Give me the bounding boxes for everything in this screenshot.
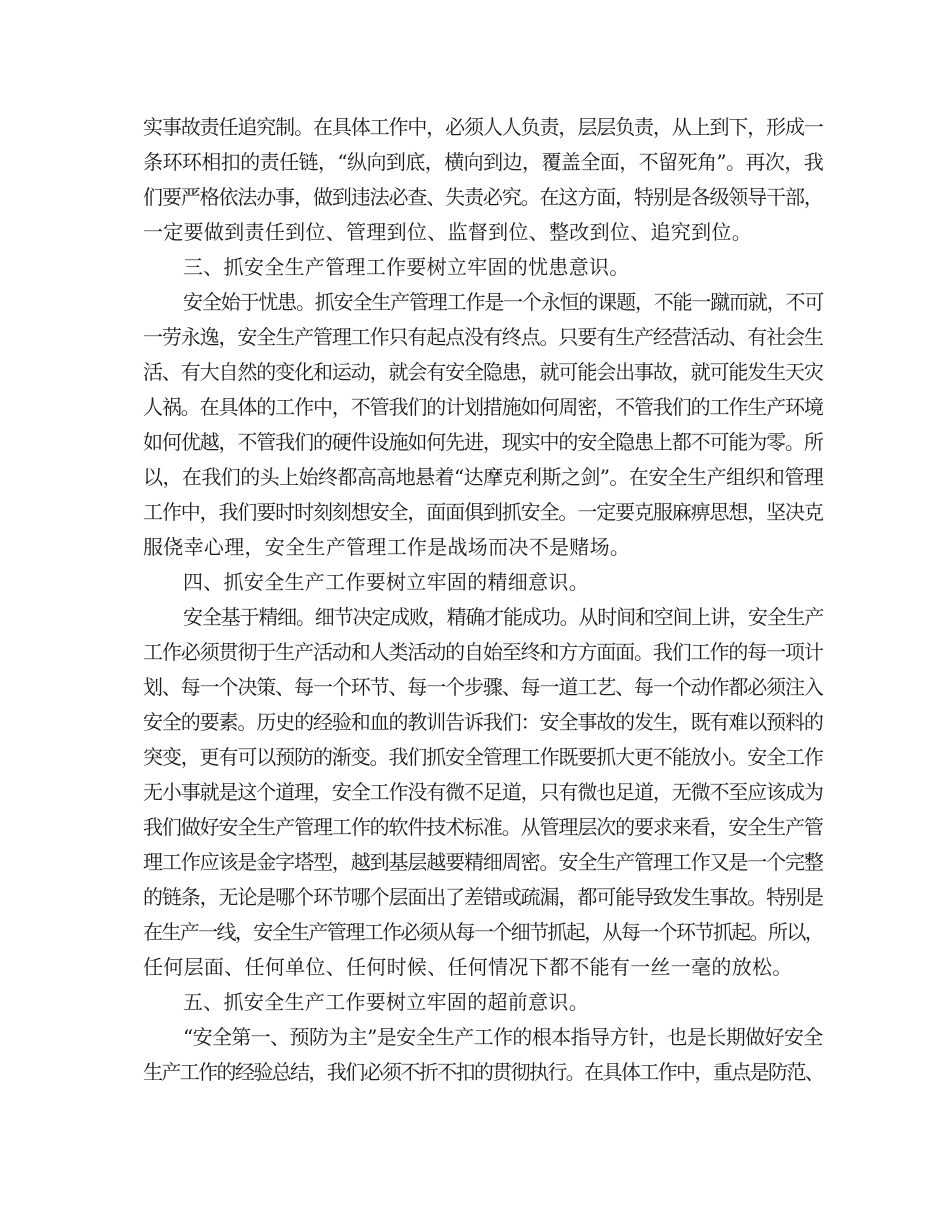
text-line: 划、每一个决策、每一个环节、每一个步骤、每一道工艺、每一个动作都必须注入 — [143, 675, 823, 699]
text-line: 活、有大自然的变化和运动，就会有安全隐患，就可能会出事故，就可能发生天灾 — [143, 360, 823, 384]
text-line: 生产工作的经验总结，我们必须不折不扣的贯彻执行。在具体工作中，重点是防范、 — [143, 1060, 824, 1084]
text-line: 们要严格依法办事，做到违法必查、失责必究。在这方面，特别是各级领导干部， — [143, 185, 823, 209]
document-page — [143, 110, 823, 1090]
text-line: 五、抓安全生产工作要树立牢固的超前意识。 — [183, 990, 589, 1014]
text-line: 三、抓安全生产管理工作要树立牢固的忧患意识。 — [183, 255, 630, 279]
text-line: 理工作应该是金字塔型，越到基层越要精细周密。安全生产管理工作又是一个完整 — [143, 850, 823, 874]
text-line: 如何优越，不管我们的硬件设施如何先进，现实中的安全隐患上都不可能为零。所 — [143, 430, 823, 454]
text-line: 服侥幸心理，安全生产管理工作是战场而决不是赌场。 — [143, 535, 631, 559]
text-line: 工作必须贯彻于生产活动和人类活动的自始至终和方方面面。我们工作的每一项计 — [143, 640, 823, 664]
text-line: 安全的要素。历史的经验和血的教训告诉我们：安全事故的发生，既有难以预料的 — [143, 710, 823, 734]
text-line: 安全始于忧患。抓安全生产管理工作是一个永恒的课题，不能一蹴而就，不可 — [183, 290, 824, 314]
text-line: 条环环相扣的责任链，“纵向到底，横向到边，覆盖全面，不留死角”。再次，我 — [143, 150, 824, 174]
text-line: 人祸。在具体的工作中，不管我们的计划措施如何周密，不管我们的工作生产环境 — [143, 395, 823, 419]
text-line: 四、抓安全生产工作要树立牢固的精细意识。 — [183, 570, 589, 594]
text-line: 在生产一线，安全生产管理工作必须从每一个细节抓起，从每一个环节抓起。所以， — [143, 920, 824, 944]
text-line: 无小事就是这个道理，安全工作没有微不足道，只有微也足道，无微不至应该成为 — [143, 780, 823, 804]
text-line: 以，在我们的头上始终都高高地悬着“达摩克利斯之剑”。在安全生产组织和管理 — [143, 465, 824, 489]
text-line: 突变，更有可以预防的渐变。我们抓安全管理工作既要抓大更不能放小。安全工作 — [143, 745, 823, 769]
text-line: “安全第一、预防为主”是安全生产工作的根本指导方针，也是长期做好安全 — [183, 1025, 823, 1049]
text-line: 安全基于精细。细节决定成败，精确才能成功。从时间和空间上讲，安全生产 — [183, 605, 824, 629]
text-line: 我们做好安全生产管理工作的软件技术标准。从管理层次的要求来看，安全生产管 — [143, 815, 823, 839]
text-line: 的链条，无论是哪个环节哪个层面出了差错或疏漏，都可能导致发生事故。特别是 — [143, 885, 823, 909]
text-line: 一定要做到责任到位、管理到位、监督到位、整改到位、追究到位。 — [143, 220, 752, 244]
text-line: 一劳永逸，安全生产管理工作只有起点没有终点。只要有生产经营活动、有社会生 — [143, 325, 823, 349]
text-line: 工作中，我们要时时刻刻想安全，面面俱到抓安全。一定要克服麻痹思想，坚决克 — [143, 500, 823, 524]
text-line: 实事故责任追究制。在具体工作中，必须人人负责，层层负责，从上到下，形成一 — [143, 115, 823, 139]
text-line: 任何层面、任何单位、任何时候、任何情况下都不能有一丝一毫的放松。 — [143, 955, 793, 979]
